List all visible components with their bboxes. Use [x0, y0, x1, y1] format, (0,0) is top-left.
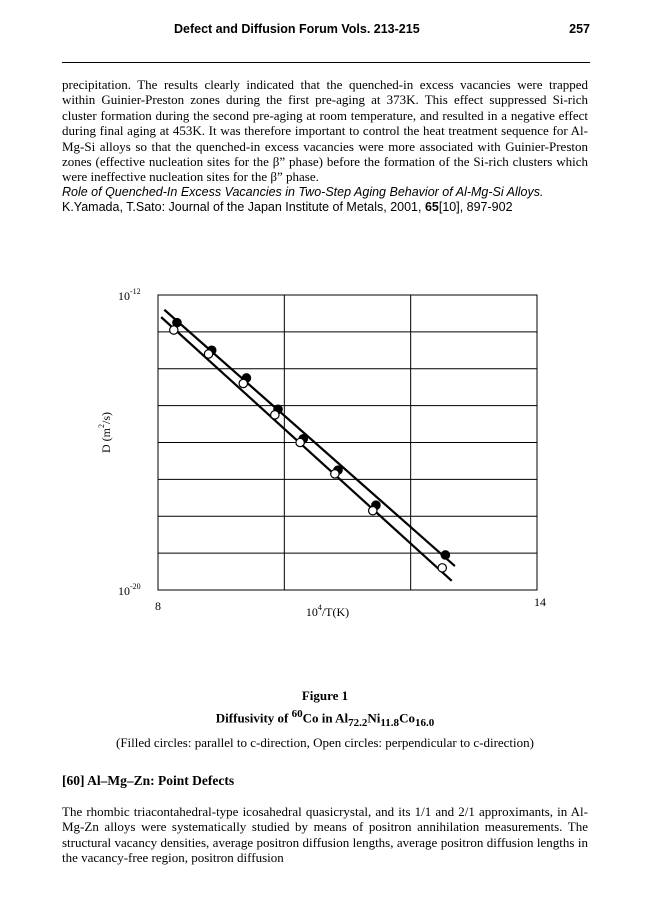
data-point-open	[438, 564, 446, 572]
x-axis-label: $10^4/T(K)$	[305, 603, 350, 619]
data-point-open	[296, 438, 304, 446]
reference-volume: 65	[424, 200, 439, 215]
paragraph-precipitation: precipitation. The results clearly indicated that the quenched-in excess vacancies were trapped within Guinier-Preston zones during the first pre-aging at 373K. This effect suppressed Si-rich cluster formation during the second pre-aging at room temperature, and resulted in a negative effect during final aging at 453K. It was therefore important to control the heat treatment sequence for Al-Mg-Si alloys so that the quenched-in excess vacancies were more associated with Guinier-Preston zones (effective nucleation sites for the β” phase) before the formation of the Si-rich clusters which were ineffective nucleation sites for the β” phase.	[62, 77, 588, 185]
fig-title-part: Diffusivity of	[215, 710, 292, 726]
figure-title	[62, 705, 588, 733]
data-point-open	[239, 379, 247, 387]
fig-title-sub: 16.0	[414, 716, 435, 729]
y-tick-label-top: $10^{-12}$	[118, 287, 141, 303]
page-number: 257	[569, 22, 590, 36]
x-tick-label-left: 8	[155, 599, 161, 613]
data-point-open	[170, 326, 178, 334]
reference-authors: K.Yamada, T.Sato: Journal of the Japan Institute of Metals, 2001,	[62, 200, 425, 215]
fig-title-sub: 11.8	[380, 716, 400, 729]
fig-title-part: Ni	[367, 710, 381, 726]
reference-citation	[62, 200, 588, 215]
y-tick-label-bottom: $10^{-20}$	[118, 582, 141, 598]
data-point-open	[369, 507, 377, 515]
y-axis-label: D $(m^2/s)$	[97, 412, 113, 453]
header-rule	[62, 62, 590, 63]
running-header	[62, 22, 590, 42]
section-heading: [60] Al–Mg–Zn: Point Defects	[62, 773, 235, 788]
fig-title-part: Co	[399, 710, 415, 726]
diffusivity-chart	[0, 270, 650, 630]
reference-title: Role of Quenched-In Excess Vacancies in Two-Step Aging Behavior of Al-Mg-Si Alloys.	[62, 184, 544, 199]
data-point-open	[271, 411, 279, 419]
fig-title-sup: 60	[291, 708, 303, 720]
data-point-open	[331, 470, 339, 478]
data-point-filled	[441, 551, 449, 559]
figure-label: Figure 1	[301, 688, 349, 703]
figure-caption	[62, 686, 588, 752]
figure-note: (Filled circles: parallel to c-direction, Open circles: perpendicular to c-direction)	[116, 734, 534, 750]
journal-title: Defect and Diffusion Forum Vols. 213-215	[174, 22, 420, 36]
fig-title-part: Co in Al	[302, 710, 349, 726]
paragraph-bottom	[62, 804, 588, 866]
paragraph-quasicrystal: The rhombic triacontahedral-type icosahedral quasicrystal, and its 1/1 and 2/1 approximants, in Al-Mg-Zn alloys were systematically studied by means of positron annihilation measurements. The structural vacancy densities, average positron diffusion lengths, average positron diffusion lengths in the vacancy-free region, positron diffusion	[62, 804, 588, 866]
fig-title-sub: 72.2	[348, 716, 368, 729]
reference-issue-pages: [10], 897-902	[438, 200, 513, 215]
x-tick-label-right: 14	[534, 595, 546, 609]
data-point-open	[204, 350, 212, 358]
paragraph-top	[62, 77, 588, 216]
figure-chart	[0, 270, 650, 630]
